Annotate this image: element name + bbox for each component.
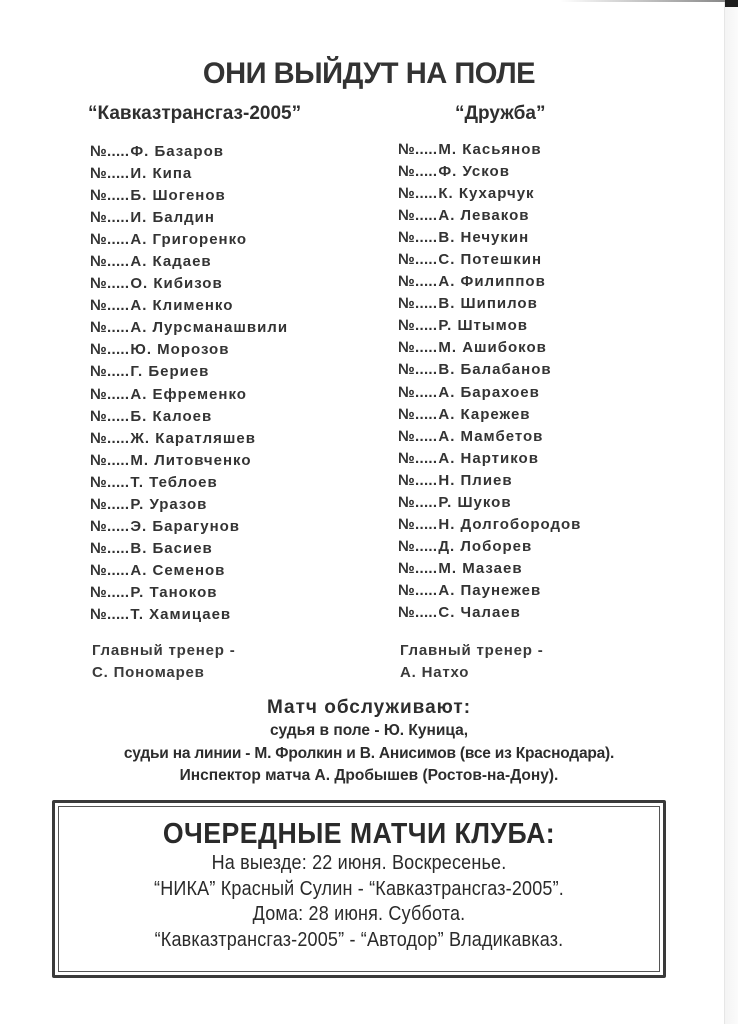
player-row: [90, 428, 288, 450]
shirt-number-placeholder: №.....: [398, 383, 438, 401]
shirt-number-placeholder: №.....: [398, 559, 438, 577]
player-name: А. Григоренко: [130, 231, 248, 249]
player-name: А. Леваков: [438, 207, 530, 225]
home-team-name: “Кавказтрансгаз-2005”: [88, 103, 302, 124]
player-name: А. Кадаев: [130, 253, 212, 271]
home-coach-label: Главный тренер -: [92, 642, 236, 659]
player-row: [398, 470, 581, 492]
player-name: Ф. Базаров: [130, 143, 224, 160]
away-coach: [400, 640, 544, 684]
shirt-number-placeholder: №.....: [398, 317, 438, 335]
player-name: Т. Хамицаев: [130, 605, 232, 623]
player-row: [398, 161, 581, 183]
shirt-number-placeholder: №.....: [90, 495, 130, 513]
player-name: Т. Теблоев: [130, 473, 218, 491]
home-match-teams: “Кавказтрансгаз-2005” - “Автодор” Владикавказ.: [154, 928, 564, 951]
away-team-name: “Дружба”: [455, 103, 546, 124]
player-row: [398, 448, 581, 470]
player-row: [90, 273, 288, 295]
player-row: [398, 271, 581, 293]
player-name: А. Клименко: [130, 297, 234, 315]
shirt-number-placeholder: №.....: [90, 473, 130, 491]
shirt-number-placeholder: №.....: [90, 583, 130, 601]
shirt-number-placeholder: №.....: [398, 581, 438, 599]
shirt-number-placeholder: №.....: [90, 429, 130, 447]
player-name: Н. Плиев: [438, 471, 513, 489]
player-row: [398, 315, 581, 337]
shirt-number-placeholder: №.....: [90, 275, 130, 293]
home-team-roster: [90, 141, 288, 626]
player-name: И. Балдин: [130, 209, 215, 227]
player-row: [90, 251, 288, 273]
player-row: [90, 141, 288, 163]
player-name: Д. Лоборев: [438, 537, 533, 555]
player-name: Ф. Усков: [438, 163, 510, 181]
shirt-number-placeholder: №.....: [90, 605, 130, 623]
player-row: [398, 293, 581, 315]
player-row: [90, 229, 288, 251]
shirt-number-placeholder: №.....: [90, 209, 130, 227]
player-row: [90, 185, 288, 207]
away-match-teams: “НИКА” Красный Сулин - “Кавказтрансгаз-2005”.: [154, 877, 564, 900]
shirt-number-placeholder: №.....: [398, 449, 438, 467]
player-row: [90, 163, 288, 185]
player-row: [398, 536, 581, 558]
shirt-number-placeholder: №.....: [398, 537, 438, 555]
home-match-date: Дома: 28 июня. Суббота.: [252, 903, 466, 925]
shirt-number-placeholder: №.....: [90, 253, 130, 271]
player-name: В. Балабанов: [438, 361, 552, 379]
shirt-number-placeholder: №.....: [398, 207, 438, 225]
player-row: [398, 227, 581, 249]
player-row: [90, 450, 288, 472]
player-row: [90, 604, 288, 626]
player-name: С. Потешкин: [438, 251, 543, 269]
player-row: [90, 538, 288, 560]
player-name: В. Шипилов: [438, 295, 538, 313]
player-name: А. Филиппов: [438, 273, 546, 291]
player-row: [398, 426, 581, 448]
shirt-number-placeholder: №.....: [398, 471, 438, 489]
player-name: Р. Штымов: [438, 317, 528, 335]
officials-linesmen: судьи на линии - М. Фролкин и В. Анисимов (все из Краснодара).: [123, 744, 615, 762]
player-name: Э. Барагунов: [130, 517, 241, 535]
shirt-number-placeholder: №.....: [398, 295, 438, 313]
player-name: А. Нартиков: [438, 449, 539, 467]
player-name: А. Барахоев: [438, 383, 540, 401]
player-row: [90, 339, 288, 361]
player-name: А. Мамбетов: [438, 427, 544, 445]
away-match-date: На выезде: 22 июня. Воскресенье.: [211, 852, 507, 874]
shirt-number-placeholder: №.....: [398, 141, 438, 158]
player-row: [398, 492, 581, 514]
scan-corner-mark: [725, 0, 738, 7]
player-name: Н. Долгобородов: [438, 515, 582, 533]
shirt-number-placeholder: №.....: [90, 385, 130, 403]
shirt-number-placeholder: №.....: [398, 251, 438, 269]
player-row: [398, 337, 581, 359]
player-row: [90, 516, 288, 538]
player-row: [398, 359, 581, 381]
shirt-number-placeholder: №.....: [398, 405, 438, 423]
shirt-number-placeholder: №.....: [90, 187, 130, 205]
player-row: [398, 139, 581, 161]
shirt-number-placeholder: №.....: [90, 407, 130, 425]
player-name: А. Семенов: [130, 561, 226, 579]
player-name: С. Чалаев: [438, 603, 521, 621]
shirt-number-placeholder: №.....: [90, 319, 130, 337]
page-edge: [724, 0, 738, 1024]
shirt-number-placeholder: №.....: [90, 143, 130, 160]
player-row: [90, 560, 288, 582]
player-name: Г. Бериев: [130, 363, 210, 381]
player-row: [398, 602, 581, 624]
page-title: ОНИ ВЫЙДУТ НА ПОЛЕ: [202, 57, 536, 90]
player-row: [398, 580, 581, 602]
player-row: [398, 205, 581, 227]
player-name: Р. Уразов: [130, 495, 208, 513]
shirt-number-placeholder: №.....: [398, 185, 438, 203]
player-name: Б. Шогенов: [130, 187, 226, 205]
player-name: Р. Шуков: [438, 493, 512, 511]
home-coach-name: С. Пономарев: [92, 664, 205, 681]
player-row: [398, 382, 581, 404]
player-row: [90, 295, 288, 317]
shirt-number-placeholder: №.....: [90, 231, 130, 249]
player-row: [398, 514, 581, 536]
player-row: [398, 558, 581, 580]
player-name: А. Лурсманашвили: [130, 319, 289, 337]
shirt-number-placeholder: №.....: [90, 297, 130, 315]
match-officials: [0, 696, 738, 788]
shirt-number-placeholder: №.....: [398, 361, 438, 379]
officials-heading: Матч обслуживают:: [266, 697, 472, 718]
shirt-number-placeholder: №.....: [90, 363, 130, 381]
player-row: [90, 207, 288, 229]
player-name: В. Басиев: [130, 539, 213, 557]
scan-top-shadow: [560, 0, 725, 2]
shirt-number-placeholder: №.....: [90, 517, 130, 535]
player-name: Р. Таноков: [130, 583, 218, 601]
shirt-number-placeholder: №.....: [90, 341, 130, 359]
shirt-number-placeholder: №.....: [90, 451, 130, 469]
next-matches-box: [52, 800, 666, 978]
home-coach: [92, 640, 236, 684]
player-name: М. Литовченко: [130, 451, 252, 469]
officials-referee: судья в поле - Ю. Куница,: [269, 722, 469, 739]
shirt-number-placeholder: №.....: [398, 427, 438, 445]
player-name: Б. Калоев: [130, 407, 213, 425]
shirt-number-placeholder: №.....: [90, 539, 130, 557]
player-row: [398, 404, 581, 426]
shirt-number-placeholder: №.....: [90, 561, 130, 579]
shirt-number-placeholder: №.....: [398, 339, 438, 357]
player-row: [90, 361, 288, 383]
player-row: [90, 384, 288, 406]
away-coach-name: А. Натхо: [400, 664, 470, 681]
shirt-number-placeholder: №.....: [398, 515, 438, 533]
player-name: К. Кухарчук: [438, 185, 535, 203]
player-name: М. Касьянов: [438, 141, 542, 158]
shirt-number-placeholder: №.....: [398, 493, 438, 511]
shirt-number-placeholder: №.....: [90, 165, 130, 183]
player-row: [398, 249, 581, 271]
shirt-number-placeholder: №.....: [398, 163, 438, 181]
away-team-roster: [398, 139, 581, 624]
player-name: М. Ашибоков: [438, 339, 547, 357]
player-row: [398, 183, 581, 205]
shirt-number-placeholder: №.....: [398, 273, 438, 291]
officials-inspector: Инспектор матча А. Дробышев (Ростов-на-Дону).: [179, 767, 559, 784]
player-row: [90, 472, 288, 494]
player-name: В. Нечукин: [438, 229, 530, 247]
away-coach-label: Главный тренер -: [400, 642, 544, 659]
player-name: А. Карежев: [438, 405, 531, 423]
player-name: А. Ефременко: [130, 385, 247, 403]
player-name: И. Кипа: [130, 165, 193, 183]
player-name: О. Кибизов: [130, 275, 223, 293]
shirt-number-placeholder: №.....: [398, 229, 438, 247]
player-name: Ю. Морозов: [130, 341, 230, 359]
player-row: [90, 582, 288, 604]
player-name: Ж. Каратляшев: [130, 429, 256, 447]
player-row: [90, 406, 288, 428]
player-name: М. Мазаев: [438, 559, 523, 577]
player-name: А. Паунежев: [438, 581, 542, 599]
shirt-number-placeholder: №.....: [398, 603, 438, 621]
player-row: [90, 317, 288, 339]
player-row: [90, 494, 288, 516]
next-matches-title: ОЧЕРЕДНЫЕ МАТЧИ КЛУБА:: [162, 818, 556, 850]
